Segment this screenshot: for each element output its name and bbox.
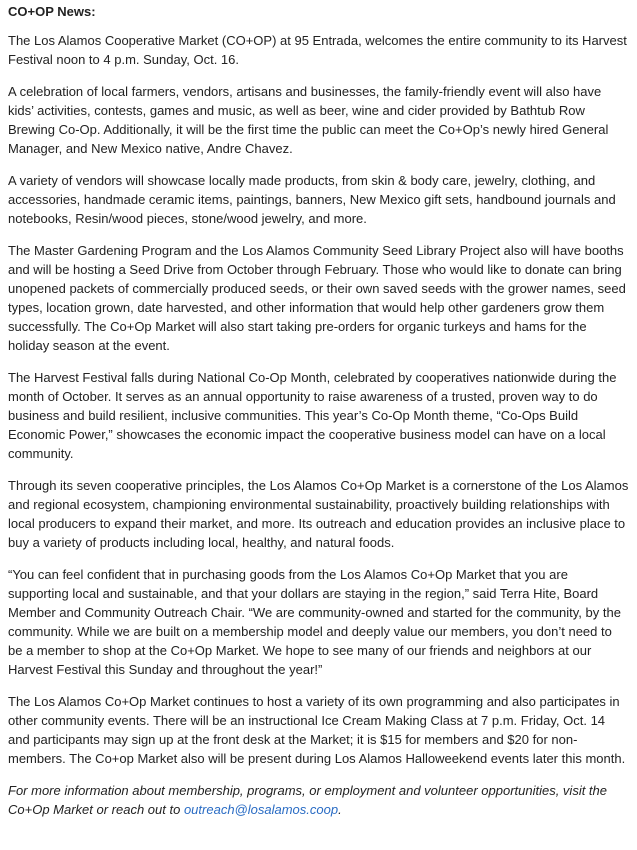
closing-end: . (338, 802, 342, 817)
outreach-email-link[interactable]: outreach@losalamos.coop (183, 802, 339, 817)
article-paragraph-4: The Master Gardening Program and the Los Alamos Community Seed Library Project also will have booths and will be hosting a Seed Drive from October through February. Those who would like to donate can bring unopened packets of commercially produced seeds, or their own saved seeds with the grower names, seed types, location grown, date harvested, and other information that would help other gardeners grow them successfully. The Co+Op Market will also start taking pre-orders for organic turkeys and hams for the holiday season at the event. (8, 243, 626, 353)
closing-text: For more information about membership, programs, or employment and volunteer opportunities, visit the Co+Op Market or reach out to (8, 783, 608, 817)
article-paragraph-3: A variety of vendors will showcase locally made products, from skin & body care, jewelry, clothing, and accessories, handmade ceramic items, paintings, banners, New Mexico gift sets, handbound journals and notebooks, Resin/wood pieces, stone/wood jewelry, and more. (8, 173, 616, 226)
article-paragraph-7: “You can feel confident that in purchasing goods from the Los Alamos Co+Op Market that you are supporting local and sustainable, and that your dollars are staying in the region,” said Terra Hite, Board Member and Community Outreach Chair. “We are community-owned and started for the community, by the community. While we are built on a membership model and deeply value our members, you don’t need to be a member to shop at the Co+Op Market. We hope to see many of our friends and neighbors at our Harvest Festival this Sunday and throughout the year!” (8, 567, 621, 677)
article-paragraph-5: The Harvest Festival falls during National Co-Op Month, celebrated by cooperatives nationwide during the month of October. It serves as an annual opportunity to raise awareness of a trusted, proven way to do business and build resilient, inclusive communities. This year’s Co-Op Month theme, “Co-Ops Build Economic Power,” showcases the economic impact the cooperative business model can have on a local community. (8, 370, 617, 461)
article-paragraph-2: A celebration of local farmers, vendors, artisans and businesses, the family-friendly event will also have kids’ activities, contests, games and music, as well as beer, wine and cider provided by Bathtub Row Brewing Co-Op. Additionally, it will be the first time the public can meet the Co+Op’s newly hired General Manager, and New Mexico native, Andre Chavez. (8, 84, 609, 156)
closing-note (8, 781, 629, 819)
article-paragraph-8: The Los Alamos Co+Op Market continues to host a variety of its own programming and also participates in other community events. There will be an instructional Ice Cream Making Class at 7 p.m. Friday, Oct. 14 and participants may sign up at the front desk at the Market; it is $15 for members and $20 for non-members. The Co+op Market also will be present during Los Alamos Halloweekend events later this month. (8, 694, 626, 766)
article-paragraph-1: The Los Alamos Cooperative Market (CO+OP) at 95 Entrada, welcomes the entire community to its Harvest Festival noon to 4 p.m. Sunday, Oct. 16. (8, 33, 627, 67)
article-paragraph-6: Through its seven cooperative principles, the Los Alamos Co+Op Market is a cornerstone of the Los Alamos and regional ecosystem, championing environmental sustainability, proactively building relationships with local producers to expand their market, and more. Its outreach and education provides an inclusive place to buy a variety of products including local, healthy, and natural foods. (8, 478, 629, 550)
article-heading: CO+OP News: (8, 4, 96, 19)
